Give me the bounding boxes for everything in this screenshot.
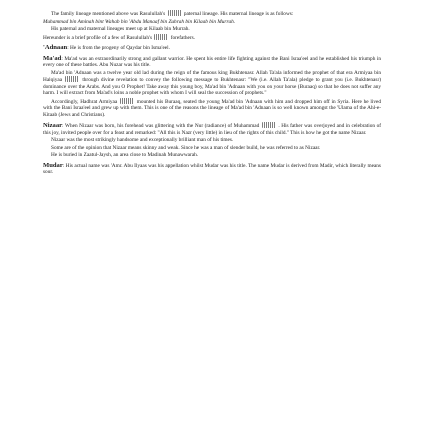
lineage-intro-text: The family lineage mentioned above was Rasulullah's <box>51 11 166 17</box>
lineage-intro-text-end: paternal lineage. His maternal lineage is as follows: <box>183 11 294 17</box>
lineage-intro <box>43 10 381 18</box>
mudar-text: : His actual name was 'Amr. Abu Ilyaas was his appellation whilst Mudar was his title. The name Mudar is derived from Madir, which literally means sour. <box>43 162 381 175</box>
forefathers-intro-end: forefathers. <box>170 34 195 41</box>
maternal-lineage: Muhammad bin Aminah bint Wahab bin 'Abdu Manaaf bin Zuhrah bin Kilaab bin Murrah. <box>43 18 236 25</box>
section-maad <box>43 56 381 69</box>
section-mudar <box>43 163 381 176</box>
nizaar-paragraph-1-end: . His father was overjoyed and in celebration of this joy, invited people over for a feast and remarked: "All this is Nazr (very little) in lieu of the rights of this child." This is how he got the name Nizaar. <box>43 123 381 136</box>
maad-paragraph-1: : Ma'ad was an extraordinarily strong and gallant warrior. He spent his entire life fighting against the Bani Israa'eel and he established his triumph in every one of these battles. Abu Nuzar was his title. <box>43 55 381 68</box>
maad-paragraph-2-text: Ma'ad bin 'Adnaan was a twelve year old lad during the reign of the famous king Bukhtenasr. Allah Ta'ala informed the prophet of that era Armiyaa bin Halqiyaa <box>43 69 381 83</box>
salutation-symbol-icon <box>154 34 168 40</box>
section-heading-mudar: Mudar <box>43 161 63 169</box>
nizaar-paragraph-4: He is buried in Zaatul-Jaysh, an area close to Madinah Munawwarah. <box>51 152 199 158</box>
lineage-meet-note: His paternal and maternal lineages meet up at Kilaab bin Murrah. <box>51 26 190 32</box>
section-heading-nizaar: Nizaar <box>43 122 63 129</box>
nizaar-paragraph-1: : When Nizaar was born, his forehead was glittering with the Nur (radiance) of Muhammad <box>62 123 260 129</box>
maad-paragraph-3-text: Accordingly, Hadhrat Armiyaa <box>51 98 118 105</box>
forefathers-intro <box>43 34 381 42</box>
maad-paragraph-2-text-end: through divine revelation to convey the following message to Bukhtenasr: "We (i.e. Allah Ta'ala) pledge to grant you (i.e. Bukhtenasr) dominance over the Arabs. And you O Prophet! Take away this young boy, Ma'ad bin 'Adnaan with you on your horse (Buraaq) so that he does not suffer any harm. I will extract from Ma'ad's loins a noble prophet with whom I will seal the succession of prophets." <box>43 77 381 96</box>
adnaan-text: : He is from the progeny of Qaydar bin Isma'eel. <box>67 45 170 51</box>
nizaar-paragraph-2: Nizaar was the most strikingly handsome and exceptionally brilliant man of his times. <box>51 137 234 143</box>
nizaar-paragraph-3: Some are of the opinion that Nizaar means skinny and weak. Since he was a man of slender build, he was referred to as Nizaar. <box>51 144 321 151</box>
maad-paragraph-2 <box>43 70 381 97</box>
section-nizaar <box>43 122 381 136</box>
section-adnaan <box>43 45 381 52</box>
section-heading-adnaan: 'Adnaan <box>43 44 68 51</box>
salutation-symbol-icon <box>262 122 276 128</box>
forefathers-intro-text: Hereunder is a brief profile of a few of Rasulullah's <box>43 34 153 41</box>
salutation-symbol-icon <box>65 76 79 82</box>
salutation-symbol-icon <box>168 10 182 16</box>
salutation-symbol-icon <box>120 98 134 104</box>
maad-paragraph-3 <box>43 98 381 119</box>
maad-paragraph-3-text-end: mounted his Buraaq, seated the young Ma'ad bin 'Adnaan with him and dropped him off in Syria. Here he lived with the Bani Israa'eel and grew up with them. This is one of the reasons the lineage of Ma'ad bin 'Adnaan is so well known amongst the 'Ulama of the Ahl-e-Kitaab (Jews and Christians). <box>43 98 381 118</box>
section-heading-maad: Ma'ad <box>43 54 62 62</box>
